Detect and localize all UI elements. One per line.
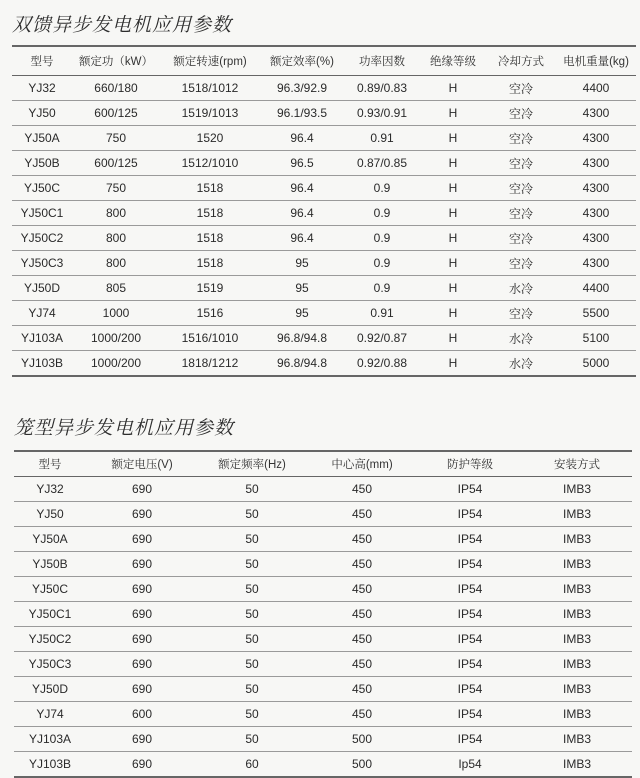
table-cell: IMB3 xyxy=(522,727,632,752)
table-cell: 50 xyxy=(198,552,306,577)
table-cell: 4300 xyxy=(556,201,636,226)
table-cell: 600/125 xyxy=(72,151,160,176)
table-cell: 4300 xyxy=(556,101,636,126)
table-cell: H xyxy=(420,226,486,251)
table-row xyxy=(12,301,636,326)
table-cell: 690 xyxy=(86,577,198,602)
table-cell: 5100 xyxy=(556,326,636,351)
table-cell: 600 xyxy=(86,702,198,727)
table-cell: 95 xyxy=(260,276,344,301)
table-row xyxy=(14,702,632,727)
table-cell: YJ103B xyxy=(14,752,86,778)
table-cell: H xyxy=(420,351,486,377)
column-header: 中心高(mm) xyxy=(306,451,418,477)
table-cell: 96.4 xyxy=(260,126,344,151)
table-cell: YJ50C1 xyxy=(14,602,86,627)
table-row xyxy=(12,251,636,276)
table-cell: 1518 xyxy=(160,226,260,251)
table-cell: 95 xyxy=(260,251,344,276)
table-cell: 1518 xyxy=(160,201,260,226)
table-cell: IP54 xyxy=(418,652,522,677)
table-cell: IMB3 xyxy=(522,577,632,602)
table-cell: 800 xyxy=(72,251,160,276)
table-cell: 空冷 xyxy=(486,226,556,251)
table-row xyxy=(12,226,636,251)
table-cell: H xyxy=(420,326,486,351)
table-cell: H xyxy=(420,276,486,301)
table-cell: IP54 xyxy=(418,502,522,527)
column-header: 额定频率(Hz) xyxy=(198,451,306,477)
table-cell: YJ103B xyxy=(12,351,72,377)
table-row xyxy=(12,101,636,126)
table-cell: 800 xyxy=(72,226,160,251)
table-cell: 450 xyxy=(306,552,418,577)
table-row xyxy=(12,351,636,377)
table-cell: 0.87/0.85 xyxy=(344,151,420,176)
table-row xyxy=(12,176,636,201)
table-cell: 96.8/94.8 xyxy=(260,351,344,377)
squirrel-cage-generator-table xyxy=(14,450,632,778)
column-header: 型号 xyxy=(12,46,72,76)
table-cell: IMB3 xyxy=(522,527,632,552)
table-cell: 0.89/0.83 xyxy=(344,76,420,101)
table-cell: 0.91 xyxy=(344,126,420,151)
table-cell: 1516 xyxy=(160,301,260,326)
table-cell: H xyxy=(420,126,486,151)
table-cell: H xyxy=(420,201,486,226)
table-cell: YJ50A xyxy=(12,126,72,151)
table-cell: YJ32 xyxy=(14,477,86,502)
table-row xyxy=(12,76,636,101)
table-cell: YJ50D xyxy=(14,677,86,702)
table-cell: 96.5 xyxy=(260,151,344,176)
column-header: 额定转速(rpm) xyxy=(160,46,260,76)
column-header: 额定功（kW） xyxy=(72,46,160,76)
squirrel-cage-generator-title: 笼型异步发电机应用参数 xyxy=(14,417,235,439)
table-cell: 1518/1012 xyxy=(160,76,260,101)
table-cell: YJ50C3 xyxy=(12,251,72,276)
table-cell: YJ103A xyxy=(12,326,72,351)
table-cell: YJ50C2 xyxy=(12,226,72,251)
table-cell: 500 xyxy=(306,752,418,778)
table-row xyxy=(14,652,632,677)
table-cell: 50 xyxy=(198,727,306,752)
table-cell: 690 xyxy=(86,602,198,627)
table-header-row xyxy=(14,451,632,477)
table-cell: 450 xyxy=(306,702,418,727)
table-cell: 空冷 xyxy=(486,301,556,326)
table-cell: 4300 xyxy=(556,251,636,276)
table-cell: H xyxy=(420,101,486,126)
table-cell: 750 xyxy=(72,176,160,201)
table-cell: 96.1/93.5 xyxy=(260,101,344,126)
table-cell: YJ74 xyxy=(12,301,72,326)
table-cell: 0.9 xyxy=(344,276,420,301)
table-row xyxy=(12,201,636,226)
table-cell: 50 xyxy=(198,477,306,502)
table-cell: 660/180 xyxy=(72,76,160,101)
table-cell: 96.8/94.8 xyxy=(260,326,344,351)
table-cell: 1818/1212 xyxy=(160,351,260,377)
table-cell: 空冷 xyxy=(486,176,556,201)
table-cell: 600/125 xyxy=(72,101,160,126)
table-cell: 水冷 xyxy=(486,326,556,351)
table-row xyxy=(14,552,632,577)
table-cell: 0.91 xyxy=(344,301,420,326)
table-cell: 95 xyxy=(260,301,344,326)
table-cell: 96.4 xyxy=(260,176,344,201)
table-cell: 50 xyxy=(198,527,306,552)
table-cell: IP54 xyxy=(418,577,522,602)
table-cell: 4400 xyxy=(556,276,636,301)
table-cell: 4300 xyxy=(556,226,636,251)
table-cell: 450 xyxy=(306,677,418,702)
table-cell: 750 xyxy=(72,126,160,151)
table-cell: 空冷 xyxy=(486,201,556,226)
table-cell: 4300 xyxy=(556,176,636,201)
column-header: 功率因数 xyxy=(344,46,420,76)
table-cell: 1518 xyxy=(160,176,260,201)
doubly-fed-generator-title: 双馈异步发电机应用参数 xyxy=(12,14,233,36)
table-cell: 5500 xyxy=(556,301,636,326)
column-header: 冷却方式 xyxy=(486,46,556,76)
table-cell: H xyxy=(420,151,486,176)
table-cell: H xyxy=(420,76,486,101)
table-cell: IP54 xyxy=(418,477,522,502)
table-cell: 1520 xyxy=(160,126,260,151)
table-cell: 690 xyxy=(86,727,198,752)
table-cell: 5000 xyxy=(556,351,636,377)
table-cell: 50 xyxy=(198,677,306,702)
table-cell: IP54 xyxy=(418,727,522,752)
table-cell: 1000/200 xyxy=(72,351,160,377)
table-cell: Ip54 xyxy=(418,752,522,778)
table-cell: 1516/1010 xyxy=(160,326,260,351)
table-cell: IP54 xyxy=(418,627,522,652)
table-cell: 96.3/92.9 xyxy=(260,76,344,101)
table-cell: 空冷 xyxy=(486,251,556,276)
table-cell: IP54 xyxy=(418,677,522,702)
table-cell: IMB3 xyxy=(522,502,632,527)
table-cell: 0.93/0.91 xyxy=(344,101,420,126)
table-cell: 1518 xyxy=(160,251,260,276)
table-cell: YJ74 xyxy=(14,702,86,727)
column-header: 额定效率(%) xyxy=(260,46,344,76)
table-cell: 0.9 xyxy=(344,201,420,226)
table-cell: 450 xyxy=(306,652,418,677)
table-cell: 690 xyxy=(86,752,198,778)
table-row xyxy=(14,477,632,502)
table-cell: YJ50B xyxy=(12,151,72,176)
column-header: 型号 xyxy=(14,451,86,477)
table-cell: IMB3 xyxy=(522,677,632,702)
table-cell: IP54 xyxy=(418,702,522,727)
table-row xyxy=(14,577,632,602)
table-cell: 500 xyxy=(306,727,418,752)
table-cell: H xyxy=(420,176,486,201)
table-cell: YJ50C xyxy=(14,577,86,602)
table-cell: 450 xyxy=(306,502,418,527)
table-cell: YJ50C3 xyxy=(14,652,86,677)
table-cell: 96.4 xyxy=(260,201,344,226)
table-row xyxy=(14,677,632,702)
table-row xyxy=(12,151,636,176)
table-cell: 空冷 xyxy=(486,126,556,151)
table-cell: 450 xyxy=(306,627,418,652)
table-cell: 450 xyxy=(306,602,418,627)
table-cell: YJ50 xyxy=(14,502,86,527)
table-cell: 空冷 xyxy=(486,101,556,126)
table-cell: IMB3 xyxy=(522,477,632,502)
table-cell: 0.9 xyxy=(344,226,420,251)
table-cell: 0.92/0.87 xyxy=(344,326,420,351)
table-cell: 690 xyxy=(86,527,198,552)
table-cell: 4400 xyxy=(556,76,636,101)
table-cell: 450 xyxy=(306,527,418,552)
table-cell: YJ50C xyxy=(12,176,72,201)
table-header-row xyxy=(12,46,636,76)
table-cell: 690 xyxy=(86,502,198,527)
table-cell: 4300 xyxy=(556,151,636,176)
table-cell: 0.9 xyxy=(344,251,420,276)
table-row xyxy=(12,126,636,151)
column-header: 电机重量(kg) xyxy=(556,46,636,76)
table-cell: 805 xyxy=(72,276,160,301)
table-cell: 空冷 xyxy=(486,151,556,176)
table-row xyxy=(14,502,632,527)
table-cell: YJ50B xyxy=(14,552,86,577)
table-cell: YJ32 xyxy=(12,76,72,101)
table-cell: 690 xyxy=(86,552,198,577)
table-cell: 水冷 xyxy=(486,351,556,377)
table-cell: 690 xyxy=(86,627,198,652)
table-cell: 50 xyxy=(198,602,306,627)
table-cell: 1519 xyxy=(160,276,260,301)
table-cell: IP54 xyxy=(418,552,522,577)
table-cell: 690 xyxy=(86,677,198,702)
column-header: 安装方式 xyxy=(522,451,632,477)
table-cell: 50 xyxy=(198,702,306,727)
table-cell: YJ50A xyxy=(14,527,86,552)
table-cell: 50 xyxy=(198,577,306,602)
table-cell: 1000/200 xyxy=(72,326,160,351)
table-cell: IMB3 xyxy=(522,552,632,577)
table-cell: 空冷 xyxy=(486,76,556,101)
table-cell: H xyxy=(420,251,486,276)
table-cell: YJ50C1 xyxy=(12,201,72,226)
table-cell: YJ50D xyxy=(12,276,72,301)
table-cell: 690 xyxy=(86,652,198,677)
table-cell: IMB3 xyxy=(522,627,632,652)
table-cell: IP54 xyxy=(418,527,522,552)
table-cell: 水冷 xyxy=(486,276,556,301)
table-cell: 1512/1010 xyxy=(160,151,260,176)
table-cell: 60 xyxy=(198,752,306,778)
table-cell: 50 xyxy=(198,627,306,652)
doubly-fed-generator-table xyxy=(12,45,636,377)
table-cell: YJ50 xyxy=(12,101,72,126)
table-cell: 450 xyxy=(306,477,418,502)
table-cell: 0.9 xyxy=(344,176,420,201)
table-cell: IMB3 xyxy=(522,702,632,727)
table-cell: 1519/1013 xyxy=(160,101,260,126)
table-cell: YJ50C2 xyxy=(14,627,86,652)
table-row xyxy=(14,752,632,778)
table-cell: 690 xyxy=(86,477,198,502)
table-cell: 1000 xyxy=(72,301,160,326)
table-cell: IMB3 xyxy=(522,652,632,677)
table-cell: H xyxy=(420,301,486,326)
column-header: 绝缘等级 xyxy=(420,46,486,76)
table-cell: IMB3 xyxy=(522,752,632,778)
table-row xyxy=(14,602,632,627)
table-row xyxy=(14,627,632,652)
column-header: 额定电压(V) xyxy=(86,451,198,477)
table-row xyxy=(14,727,632,752)
table-cell: YJ103A xyxy=(14,727,86,752)
table-cell: 4300 xyxy=(556,126,636,151)
table-row xyxy=(14,527,632,552)
table-cell: 450 xyxy=(306,577,418,602)
table-cell: 50 xyxy=(198,652,306,677)
table-row xyxy=(12,276,636,301)
column-header: 防护等级 xyxy=(418,451,522,477)
table-cell: 800 xyxy=(72,201,160,226)
table-row xyxy=(12,326,636,351)
table-cell: IMB3 xyxy=(522,602,632,627)
table-cell: IP54 xyxy=(418,602,522,627)
table-cell: 0.92/0.88 xyxy=(344,351,420,377)
table-cell: 96.4 xyxy=(260,226,344,251)
table-cell: 50 xyxy=(198,502,306,527)
